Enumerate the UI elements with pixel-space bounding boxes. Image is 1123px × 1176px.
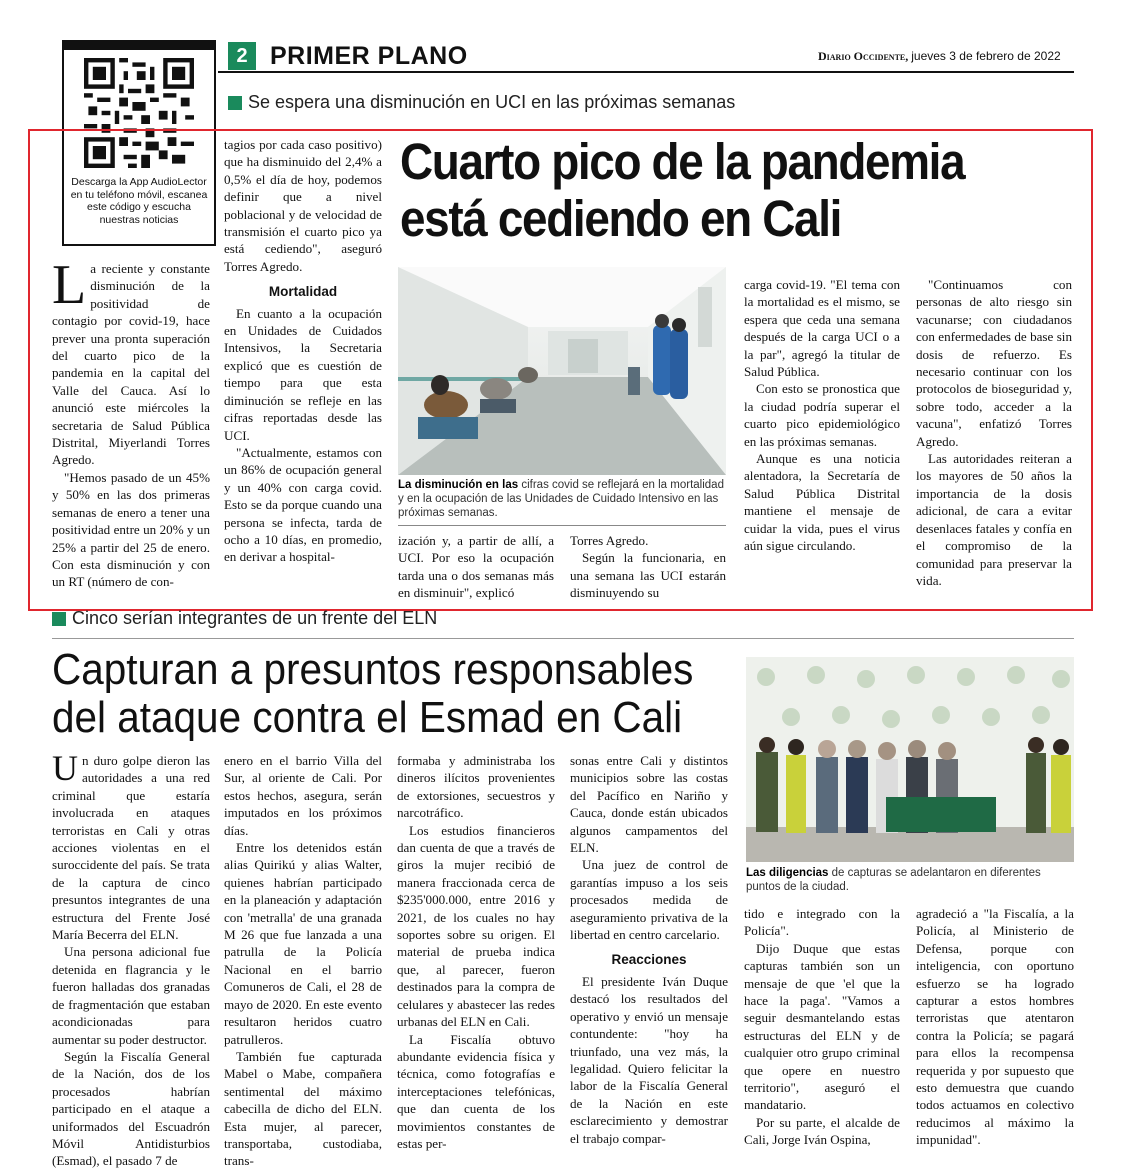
qr-top-bar [64,42,214,50]
article1-photo [398,267,726,475]
article2-headline-line2: del ataque contra el Esmad en Cali [52,693,683,742]
article1-col5 [744,276,900,602]
article1-headline-line1: Cuarto pico de la pandemia [400,133,965,190]
article2-photo [746,657,1074,862]
article1-caption-bold: La disminución en las [398,479,519,491]
article2-col3 [397,752,555,1151]
article1-col2-p2: En cuanto a la ocupación en Unidades de Cuidados Intensivos, la Secretaria explicó que es cuestión de tiempo para que esta diminución se refleje en las cifras reportadas desde las UCI. [224,305,382,443]
article1-dropcap: L [52,254,87,316]
hospital-corridor-image [398,267,726,475]
article1-subhead: Mortalidad [268,284,338,300]
article2-col6 [916,905,1074,1148]
article1-col4-p1: Torres Agredo. [570,533,649,548]
article2-col2-p2: Entre los detenidos están alias Quirikú y alias Walter, quienes habrían participado en la planeación y adaptación con 'metralla' de una granada M 26 que fue lanzada a una patrulla de la Policía Nacional en el barrio Comuneros de Cali, el 28 de mayo de 2020. En este evento resultaron heridos cuatro patrulleros. [224,840,382,1047]
article2-col3-p1: formaba y administraba los dineros ilícitos provenientes de extorsiones, secuestros y narcotráfico. [397,753,555,821]
article2-col2-p3: También fue capturada Mabel o Mabe, compañera sentimental del máximo cabecilla de dicho del ELN. Esta mujer, al parecer, transportaba, custodiaba, trans- [224,1048,382,1169]
header-rule [218,71,1074,73]
article1-col1-p1: a reciente y constante disminución de la positividad de contagio por covid-19, hace prever una pronta superación del cuarto pico de la pandemia en la capital del Valle del Cauca. Así lo anunció este miércoles la secretaria de Salud Pública Distrital, Miyerlandi Torres Agredo. [52,261,210,468]
article2-col5 [744,905,900,1148]
article1-kicker [228,92,735,113]
article2-kicker-text: Cinco serían integrantes de un frente del ELN [72,608,438,628]
article1-col2-p1: tagios por cada caso positivo) que ha disminuido del 2,4% a 0,5% el día de hoy, podemos definir que a nivel poblacional y de velocidad de transmisión el cuarto pico ya está cediendo", aseguró Torres Agredo. [224,137,382,274]
article2-col1 [52,748,210,1169]
article1-col5-p1: carga covid-19. "El tema con la mortalidad es el mismo, se espera que ceda una semana después de la carga UCI o a la par", agregó la titular de Salud Pública. [744,277,900,380]
article2-col5-p3: Por su parte, el alcalde de Cali, Jorge Iván Ospina, [744,1114,900,1148]
caption-rule [398,525,726,526]
article1-col6 [916,276,1072,602]
article1-col3-text: ización y, a partir de allí, a UCI. Por eso la ocupación tarda una o dos semanas más en disminuir", explicó [398,533,554,601]
article2-caption-bold: Las diligencias [746,867,829,879]
article2-col6-text: agradeció a "la Fiscalía, a la Policía, al Ministerio de Defensa, porque con inteligencia, con oportuno esfuerzo se ha logrado capturar a estos hombres terroristas que atentaron contra la Policía; se pagará para ellos la recompensa requerida y por supuesto que esto demuestra que cuando todos actuamos en colectivo reducimos al máximo la impunidad". [916,906,1074,1148]
article2-col5-p2: Dijo Duque que estas capturas también son un mensaje de que 'el que la hace la paga'. "Vamos a seguir desmantelando estas estructuras del ELN y de cualquier otro grupo criminal que opere en nuestro territorio", aseguró el mandatario. [744,940,900,1113]
article2-photo-caption [746,866,1074,894]
article1-kicker-text: Se espera una disminución en UCI en las próximas semanas [248,92,736,112]
article2-col4-p3: El presidente Iván Duque destacó los resultados del operativo y envió un mensaje contundente: "hoy ha triunfado, una vez más, la legalidad. Quiero felicitar la labor de la Fiscalía General de la Nación en este esclarecimiento y demostrar el trabajo compar- [570,973,728,1146]
section-divider [52,638,1074,639]
article2-col4-p2: Una juez de control de garantías impuso a los seis procesados medida de aseguramiento privativa de la libertad en centro carcelario. [570,857,728,943]
article1-col1-p2: "Hemos pasado de un 45% y 50% en las dos primeras semanas de enero a tener una positividad entre un 20% y un 25% a partir del 25 de enero. Con esta disminución y con un RT (número de con- [52,469,210,590]
article2-col2 [224,752,382,1169]
article2-col4-p1: sonas entre Cali y distintos municipios sobre las costas del Pacífico en Nariño y Cauca, donde están ubicados algunos campamentos del ELN. [570,753,728,856]
paper-name: Diario Occidente, [818,49,909,63]
article1-col4-p2: Según la funcionaria, en una semana las UCI estarán disminuyendo su [570,550,726,601]
article2-col2-p1: enero en el barrio Villa del Sur, al oriente de Cali. Por estos hechos, asegura, serán imputados en los próximos días. [224,753,382,838]
article1-col4 [570,532,726,602]
article2-caption-text: de capturas se adelantaron en diferentes puntos de la ciudad. [746,867,1041,893]
article1-caption-text: cifras covid se reflejará en la mortalidad y en la ocupación de las Unidades de Cuidado Intensivo en las próximas semanas. [398,479,724,519]
article2-col5-p1: tido e integrado con la Policía". [744,906,900,939]
article1-col2-p3: "Actualmente, estamos con un 86% de ocupación general y un 40% con carga covid. Esto se da porque cuando una persona se infecta, tarda de ocho a 10 días, en promedio, en derivar a hospital- [224,444,382,565]
article2-col4 [570,752,728,1146]
article2-col1-p3: Según la Fiscalía General de la Nación, dos de los procesados habrían participado en el ataque a uniformados del Escuadrón Móvil Antidisturbios (Esmad), el pasado 7 de [52,1048,210,1169]
article2-col3-p3: La Fiscalía obtuvo abundante evidencia física y técnica, como fotografías e interceptaciones telefónicas, que dan cuenta de los movimientos constantes de estas per- [397,1031,555,1151]
press-conference-image [746,657,1074,862]
article1-headline-line2: está cediendo en Cali [400,190,842,247]
article1-col2 [224,136,382,600]
issue-date: jueves 3 de febrero de 2022 [911,49,1061,63]
page-number: 2 [236,45,248,67]
article1-col6-p1: "Continuamos con personas de alto riesgo sin vacunarse; con ciudadanos con enfermedades de base sin dosis de refuerzo. Es necesario continuar con los protocolos de bioseguridad y, sobre todo, acceder a la vacuna", enfatizó Torres Agredo. [916,277,1072,449]
article2-headline [52,646,693,742]
kicker-square-icon [228,96,242,110]
article1-col5-p2: Con esto se pronostica que la ciudad podría superar el cuarto pico epidemiológico en las próximas semanas. [744,381,900,449]
masthead-info [818,49,1061,64]
article1-col5-p3: Aunque es una noticia alentadora, la Secretaría de Salud Pública Distrital mantiene el mensaje de cuidar la vida, pues el virus aún sigue circulando. [744,451,900,554]
article2-subhead: Reacciones [611,952,687,968]
article1-col3 [398,532,554,602]
qr-instructions: Descarga la App AudioLector en tu teléfono móvil, escanea este código y escucha nuestras noticias [70,176,208,226]
article2-col1-p1: n duro golpe dieron las autoridades a una red criminal que estaría involucrada en ataques terroristas en Cali y otras acciones violentas en el suroccidente del país. Se trata de la captura de cinco presuntos integrantes de una estructura del Frente José María Becerra del ELN. [52,753,210,943]
page-number-box [228,42,256,70]
article1-col1 [52,254,210,600]
article1-headline [400,133,964,247]
section-title: PRIMER PLANO [270,42,468,70]
article1-photo-caption [398,478,726,520]
article2-dropcap: U [52,748,78,788]
article2-col1-p2: Una persona adicional fue detenida en flagrancia y le fueron halladas dos granadas de fragmentación que estaban acondicionadas para aumentar su poder destructor. [52,944,210,1047]
kicker-square-icon [52,612,66,626]
article1-col6-p2: Las autoridades reiteran a los mayores de 50 años la importancia de la dosis adicional, de cara a evitar desenlaces fatales y confía en el compromiso de la comunidad para preservar la vida. [916,451,1072,588]
article2-col3-p2: Los estudios financieros dan cuenta de que a través de giros la mujer recibió de manera fraccionada cerca de $235'000.000, entre 2016 y 2021, de los cuales no hay soportes sobre su origen. El material de prueba indica que, al parecer, fueron destinados para la compra de celulares y abastecer las redes urbanas del ELN en Cali. [397,822,555,1030]
article2-headline-line1: Capturan a presuntos responsables [52,645,694,694]
article2-kicker [52,608,437,632]
